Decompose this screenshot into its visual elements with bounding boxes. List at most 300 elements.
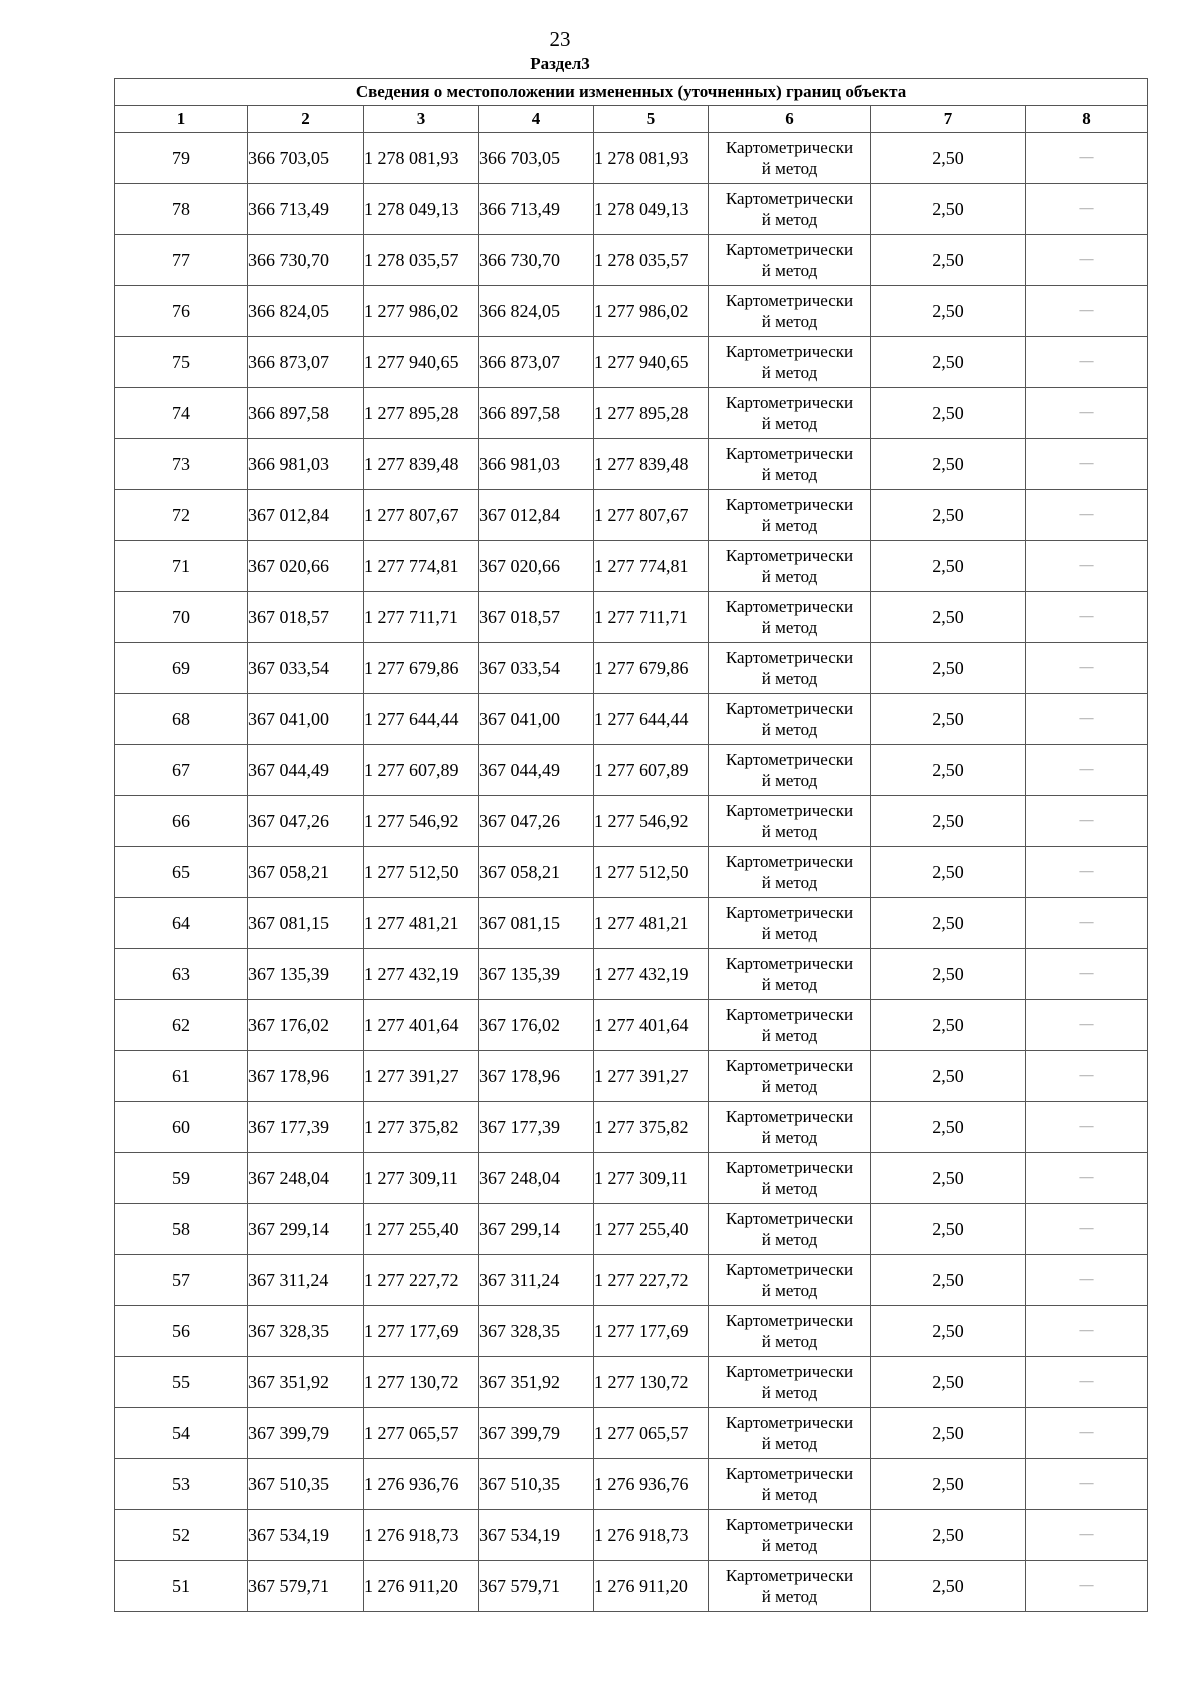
y-existing-cell: 1 277 807,67	[364, 490, 479, 541]
method-cell	[709, 184, 871, 235]
x-new-cell: 367 311,24	[479, 1255, 594, 1306]
y-existing-cell: 1 276 918,73	[364, 1510, 479, 1561]
y-new-cell: 1 277 432,19	[594, 949, 709, 1000]
y-new-cell: 1 278 049,13	[594, 184, 709, 235]
method-line: Картометрически	[725, 903, 854, 922]
method-cell	[709, 1510, 871, 1561]
x-existing-cell: 366 713,49	[248, 184, 364, 235]
point-number-cell: 67	[115, 745, 248, 796]
point-number-cell: 73	[115, 439, 248, 490]
method-line: Картометрически	[725, 1056, 854, 1075]
accuracy-cell: 2,50	[871, 337, 1026, 388]
table-body	[115, 133, 1148, 1612]
y-existing-cell: 1 277 774,81	[364, 541, 479, 592]
column-number: 3	[364, 106, 479, 133]
accuracy-cell: 2,50	[871, 1102, 1026, 1153]
method-cell	[709, 1051, 871, 1102]
method-cell	[709, 745, 871, 796]
method-cell	[709, 592, 871, 643]
table-row	[115, 1408, 1148, 1459]
x-new-cell: 367 177,39	[479, 1102, 594, 1153]
method-cell	[709, 337, 871, 388]
method-line: й метод	[761, 159, 818, 178]
description-cell: —	[1026, 439, 1148, 490]
method-line: й метод	[761, 1383, 818, 1402]
x-existing-cell: 367 135,39	[248, 949, 364, 1000]
description-cell: —	[1026, 796, 1148, 847]
x-existing-cell: 367 510,35	[248, 1459, 364, 1510]
point-number-cell: 64	[115, 898, 248, 949]
point-number-cell: 69	[115, 643, 248, 694]
method-cell	[709, 643, 871, 694]
x-new-cell: 367 579,71	[479, 1561, 594, 1612]
x-existing-cell: 367 044,49	[248, 745, 364, 796]
accuracy-cell: 2,50	[871, 898, 1026, 949]
point-number-cell: 68	[115, 694, 248, 745]
point-number-cell: 72	[115, 490, 248, 541]
table-row	[115, 286, 1148, 337]
y-new-cell: 1 277 807,67	[594, 490, 709, 541]
table-caption-row	[115, 79, 1148, 106]
method-line: Картометрически	[725, 240, 854, 259]
method-line: й метод	[761, 312, 818, 331]
description-cell: —	[1026, 1459, 1148, 1510]
method-cell	[709, 1204, 871, 1255]
accuracy-cell: 2,50	[871, 1561, 1026, 1612]
column-number: 7	[871, 106, 1026, 133]
y-existing-cell: 1 277 255,40	[364, 1204, 479, 1255]
y-existing-cell: 1 278 049,13	[364, 184, 479, 235]
method-cell	[709, 949, 871, 1000]
y-new-cell: 1 277 895,28	[594, 388, 709, 439]
description-cell: —	[1026, 1408, 1148, 1459]
accuracy-cell: 2,50	[871, 286, 1026, 337]
method-line: Картометрически	[725, 342, 854, 361]
method-line: й метод	[761, 618, 818, 637]
x-new-cell: 367 328,35	[479, 1306, 594, 1357]
point-number-cell: 74	[115, 388, 248, 439]
y-new-cell: 1 277 940,65	[594, 337, 709, 388]
point-number-cell: 70	[115, 592, 248, 643]
column-number: 1	[115, 106, 248, 133]
y-existing-cell: 1 277 401,64	[364, 1000, 479, 1051]
method-cell	[709, 1000, 871, 1051]
method-cell	[709, 898, 871, 949]
point-number-cell: 54	[115, 1408, 248, 1459]
accuracy-cell: 2,50	[871, 694, 1026, 745]
method-line: Картометрически	[725, 138, 854, 157]
x-existing-cell: 367 176,02	[248, 1000, 364, 1051]
method-line: й метод	[761, 822, 818, 841]
y-new-cell: 1 276 936,76	[594, 1459, 709, 1510]
accuracy-cell: 2,50	[871, 1000, 1026, 1051]
table-caption: Сведения о местоположении измененных (уточненных) границ объекта	[115, 79, 1148, 106]
x-new-cell: 367 044,49	[479, 745, 594, 796]
point-number-cell: 77	[115, 235, 248, 286]
accuracy-cell: 2,50	[871, 1306, 1026, 1357]
x-existing-cell: 367 328,35	[248, 1306, 364, 1357]
accuracy-cell: 2,50	[871, 1153, 1026, 1204]
x-new-cell: 367 135,39	[479, 949, 594, 1000]
table-row	[115, 847, 1148, 898]
description-cell: —	[1026, 1306, 1148, 1357]
table-row	[115, 388, 1148, 439]
method-line: Картометрически	[725, 1260, 854, 1279]
method-line: Картометрически	[725, 1362, 854, 1381]
x-new-cell: 367 351,92	[479, 1357, 594, 1408]
x-existing-cell: 366 981,03	[248, 439, 364, 490]
method-line: Картометрически	[725, 1311, 854, 1330]
method-line: Картометрически	[725, 750, 854, 769]
y-existing-cell: 1 277 711,71	[364, 592, 479, 643]
table-row	[115, 643, 1148, 694]
method-cell	[709, 133, 871, 184]
x-new-cell: 367 018,57	[479, 592, 594, 643]
y-new-cell: 1 278 035,57	[594, 235, 709, 286]
method-line: Картометрически	[725, 1005, 854, 1024]
method-line: й метод	[761, 771, 818, 790]
y-existing-cell: 1 277 679,86	[364, 643, 479, 694]
y-existing-cell: 1 277 940,65	[364, 337, 479, 388]
method-line: й метод	[761, 669, 818, 688]
table-row	[115, 1561, 1148, 1612]
y-new-cell: 1 277 177,69	[594, 1306, 709, 1357]
method-line: Картометрически	[725, 1107, 854, 1126]
method-line: й метод	[761, 363, 818, 382]
method-line: Картометрически	[725, 393, 854, 412]
x-existing-cell: 367 248,04	[248, 1153, 364, 1204]
y-new-cell: 1 276 918,73	[594, 1510, 709, 1561]
point-number-cell: 66	[115, 796, 248, 847]
y-existing-cell: 1 277 375,82	[364, 1102, 479, 1153]
point-number-cell: 53	[115, 1459, 248, 1510]
x-existing-cell: 367 033,54	[248, 643, 364, 694]
description-cell: —	[1026, 745, 1148, 796]
x-existing-cell: 367 018,57	[248, 592, 364, 643]
table-row	[115, 1204, 1148, 1255]
x-existing-cell: 367 081,15	[248, 898, 364, 949]
description-cell: —	[1026, 1357, 1148, 1408]
description-cell: —	[1026, 1204, 1148, 1255]
point-number-cell: 52	[115, 1510, 248, 1561]
table-row	[115, 235, 1148, 286]
y-existing-cell: 1 277 512,50	[364, 847, 479, 898]
y-new-cell: 1 277 711,71	[594, 592, 709, 643]
method-line: й метод	[761, 516, 818, 535]
method-cell	[709, 796, 871, 847]
x-new-cell: 366 703,05	[479, 133, 594, 184]
y-new-cell: 1 277 309,11	[594, 1153, 709, 1204]
method-line: Картометрически	[725, 852, 854, 871]
method-line: й метод	[761, 1026, 818, 1045]
point-number-cell: 79	[115, 133, 248, 184]
y-existing-cell: 1 277 177,69	[364, 1306, 479, 1357]
method-line: й метод	[761, 975, 818, 994]
y-new-cell: 1 277 227,72	[594, 1255, 709, 1306]
accuracy-cell: 2,50	[871, 184, 1026, 235]
method-line: й метод	[761, 873, 818, 892]
x-existing-cell: 367 299,14	[248, 1204, 364, 1255]
y-existing-cell: 1 277 432,19	[364, 949, 479, 1000]
x-new-cell: 366 873,07	[479, 337, 594, 388]
method-line: Картометрически	[725, 1158, 854, 1177]
x-existing-cell: 367 579,71	[248, 1561, 364, 1612]
y-existing-cell: 1 278 081,93	[364, 133, 479, 184]
method-line: Картометрически	[725, 1515, 854, 1534]
column-number: 4	[479, 106, 594, 133]
method-line: Картометрически	[725, 699, 854, 718]
y-existing-cell: 1 277 986,02	[364, 286, 479, 337]
column-number: 2	[248, 106, 364, 133]
method-line: Картометрически	[725, 1413, 854, 1432]
description-cell: —	[1026, 490, 1148, 541]
accuracy-cell: 2,50	[871, 1459, 1026, 1510]
point-number-cell: 56	[115, 1306, 248, 1357]
description-cell: —	[1026, 694, 1148, 745]
table-row	[115, 133, 1148, 184]
method-line: Картометрически	[725, 1464, 854, 1483]
table-row	[115, 1255, 1148, 1306]
accuracy-cell: 2,50	[871, 133, 1026, 184]
point-number-cell: 65	[115, 847, 248, 898]
method-line: й метод	[761, 1128, 818, 1147]
y-existing-cell: 1 276 911,20	[364, 1561, 479, 1612]
point-number-cell: 78	[115, 184, 248, 235]
method-cell	[709, 286, 871, 337]
method-cell	[709, 1153, 871, 1204]
table-row	[115, 1153, 1148, 1204]
y-existing-cell: 1 276 936,76	[364, 1459, 479, 1510]
y-existing-cell: 1 277 839,48	[364, 439, 479, 490]
y-new-cell: 1 277 401,64	[594, 1000, 709, 1051]
method-line: й метод	[761, 1179, 818, 1198]
column-number: 5	[594, 106, 709, 133]
y-existing-cell: 1 277 546,92	[364, 796, 479, 847]
accuracy-cell: 2,50	[871, 1255, 1026, 1306]
y-new-cell: 1 277 546,92	[594, 796, 709, 847]
y-new-cell: 1 277 607,89	[594, 745, 709, 796]
method-line: й метод	[761, 567, 818, 586]
method-line: Картометрически	[725, 189, 854, 208]
accuracy-cell: 2,50	[871, 949, 1026, 1000]
table-row	[115, 949, 1148, 1000]
y-existing-cell: 1 278 035,57	[364, 235, 479, 286]
accuracy-cell: 2,50	[871, 1408, 1026, 1459]
method-cell	[709, 1357, 871, 1408]
accuracy-cell: 2,50	[871, 1357, 1026, 1408]
x-new-cell: 367 012,84	[479, 490, 594, 541]
page-number: 23	[549, 27, 571, 51]
coordinates-table	[114, 78, 1148, 1612]
accuracy-cell: 2,50	[871, 1204, 1026, 1255]
accuracy-cell: 2,50	[871, 490, 1026, 541]
y-new-cell: 1 277 839,48	[594, 439, 709, 490]
x-new-cell: 367 399,79	[479, 1408, 594, 1459]
method-cell	[709, 1408, 871, 1459]
y-new-cell: 1 278 081,93	[594, 133, 709, 184]
x-new-cell: 366 897,58	[479, 388, 594, 439]
accuracy-cell: 2,50	[871, 541, 1026, 592]
x-new-cell: 367 248,04	[479, 1153, 594, 1204]
table-row	[115, 1102, 1148, 1153]
x-new-cell: 367 020,66	[479, 541, 594, 592]
point-number-cell: 61	[115, 1051, 248, 1102]
point-number-cell: 76	[115, 286, 248, 337]
table-row	[115, 1051, 1148, 1102]
x-existing-cell: 367 047,26	[248, 796, 364, 847]
x-existing-cell: 367 178,96	[248, 1051, 364, 1102]
column-number: 6	[709, 106, 871, 133]
y-new-cell: 1 277 481,21	[594, 898, 709, 949]
description-cell: —	[1026, 133, 1148, 184]
method-cell	[709, 694, 871, 745]
method-line: й метод	[761, 924, 818, 943]
description-cell: —	[1026, 1051, 1148, 1102]
table-row	[115, 1000, 1148, 1051]
method-line: й метод	[761, 465, 818, 484]
y-existing-cell: 1 277 895,28	[364, 388, 479, 439]
method-line: Картометрически	[725, 954, 854, 973]
method-line: Картометрически	[725, 495, 854, 514]
y-new-cell: 1 277 065,57	[594, 1408, 709, 1459]
table-row	[115, 337, 1148, 388]
method-line: й метод	[761, 1230, 818, 1249]
method-cell	[709, 1255, 871, 1306]
method-line: Картометрически	[725, 1209, 854, 1228]
x-existing-cell: 367 351,92	[248, 1357, 364, 1408]
method-line: й метод	[761, 1587, 818, 1606]
column-number: 8	[1026, 106, 1148, 133]
description-cell: —	[1026, 643, 1148, 694]
method-line: й метод	[761, 1536, 818, 1555]
y-new-cell: 1 277 986,02	[594, 286, 709, 337]
accuracy-cell: 2,50	[871, 388, 1026, 439]
y-new-cell: 1 277 512,50	[594, 847, 709, 898]
method-cell	[709, 439, 871, 490]
method-line: й метод	[761, 1485, 818, 1504]
point-number-cell: 57	[115, 1255, 248, 1306]
y-existing-cell: 1 277 227,72	[364, 1255, 479, 1306]
y-existing-cell: 1 277 391,27	[364, 1051, 479, 1102]
method-line: й метод	[761, 261, 818, 280]
y-existing-cell: 1 277 644,44	[364, 694, 479, 745]
table-row	[115, 184, 1148, 235]
method-line: й метод	[761, 1434, 818, 1453]
y-existing-cell: 1 277 607,89	[364, 745, 479, 796]
method-cell	[709, 490, 871, 541]
description-cell: —	[1026, 286, 1148, 337]
description-cell: —	[1026, 898, 1148, 949]
method-cell	[709, 1102, 871, 1153]
x-existing-cell: 367 399,79	[248, 1408, 364, 1459]
description-cell: —	[1026, 592, 1148, 643]
x-existing-cell: 367 534,19	[248, 1510, 364, 1561]
accuracy-cell: 2,50	[871, 235, 1026, 286]
method-line: й метод	[761, 720, 818, 739]
method-line: Картометрически	[725, 648, 854, 667]
method-line: й метод	[761, 210, 818, 229]
y-existing-cell: 1 277 481,21	[364, 898, 479, 949]
description-cell: —	[1026, 1561, 1148, 1612]
description-cell: —	[1026, 337, 1148, 388]
y-new-cell: 1 277 255,40	[594, 1204, 709, 1255]
y-existing-cell: 1 277 130,72	[364, 1357, 479, 1408]
description-cell: —	[1026, 1000, 1148, 1051]
accuracy-cell: 2,50	[871, 643, 1026, 694]
x-new-cell: 367 081,15	[479, 898, 594, 949]
x-existing-cell: 366 703,05	[248, 133, 364, 184]
x-new-cell: 366 713,49	[479, 184, 594, 235]
description-cell: —	[1026, 184, 1148, 235]
x-existing-cell: 367 012,84	[248, 490, 364, 541]
y-existing-cell: 1 277 065,57	[364, 1408, 479, 1459]
table-row	[115, 1459, 1148, 1510]
x-new-cell: 366 824,05	[479, 286, 594, 337]
description-cell: —	[1026, 847, 1148, 898]
x-existing-cell: 366 873,07	[248, 337, 364, 388]
x-existing-cell: 367 041,00	[248, 694, 364, 745]
table-row	[115, 541, 1148, 592]
section-title: Раздел3	[530, 54, 590, 73]
accuracy-cell: 2,50	[871, 745, 1026, 796]
y-new-cell: 1 277 375,82	[594, 1102, 709, 1153]
x-existing-cell: 367 311,24	[248, 1255, 364, 1306]
accuracy-cell: 2,50	[871, 796, 1026, 847]
method-cell	[709, 847, 871, 898]
y-existing-cell: 1 277 309,11	[364, 1153, 479, 1204]
method-cell	[709, 1561, 871, 1612]
method-line: Картометрически	[725, 444, 854, 463]
point-number-cell: 55	[115, 1357, 248, 1408]
method-cell	[709, 1306, 871, 1357]
method-line: Картометрически	[725, 801, 854, 820]
description-cell: —	[1026, 1255, 1148, 1306]
accuracy-cell: 2,50	[871, 1051, 1026, 1102]
y-new-cell: 1 277 130,72	[594, 1357, 709, 1408]
x-new-cell: 366 981,03	[479, 439, 594, 490]
point-number-cell: 71	[115, 541, 248, 592]
x-new-cell: 367 176,02	[479, 1000, 594, 1051]
method-cell	[709, 388, 871, 439]
x-existing-cell: 367 020,66	[248, 541, 364, 592]
x-new-cell: 367 033,54	[479, 643, 594, 694]
accuracy-cell: 2,50	[871, 847, 1026, 898]
accuracy-cell: 2,50	[871, 592, 1026, 643]
y-new-cell: 1 276 911,20	[594, 1561, 709, 1612]
x-existing-cell: 367 058,21	[248, 847, 364, 898]
method-line: Картометрически	[725, 291, 854, 310]
x-new-cell: 367 178,96	[479, 1051, 594, 1102]
y-new-cell: 1 277 774,81	[594, 541, 709, 592]
x-new-cell: 367 299,14	[479, 1204, 594, 1255]
table-row	[115, 1357, 1148, 1408]
table-row	[115, 796, 1148, 847]
point-number-cell: 63	[115, 949, 248, 1000]
x-existing-cell: 366 897,58	[248, 388, 364, 439]
accuracy-cell: 2,50	[871, 1510, 1026, 1561]
point-number-cell: 59	[115, 1153, 248, 1204]
point-number-cell: 58	[115, 1204, 248, 1255]
method-line: Картометрически	[725, 597, 854, 616]
point-number-cell: 75	[115, 337, 248, 388]
method-cell	[709, 235, 871, 286]
x-new-cell: 367 510,35	[479, 1459, 594, 1510]
description-cell: —	[1026, 1153, 1148, 1204]
point-number-cell: 62	[115, 1000, 248, 1051]
y-new-cell: 1 277 644,44	[594, 694, 709, 745]
x-new-cell: 367 047,26	[479, 796, 594, 847]
description-cell: —	[1026, 1510, 1148, 1561]
